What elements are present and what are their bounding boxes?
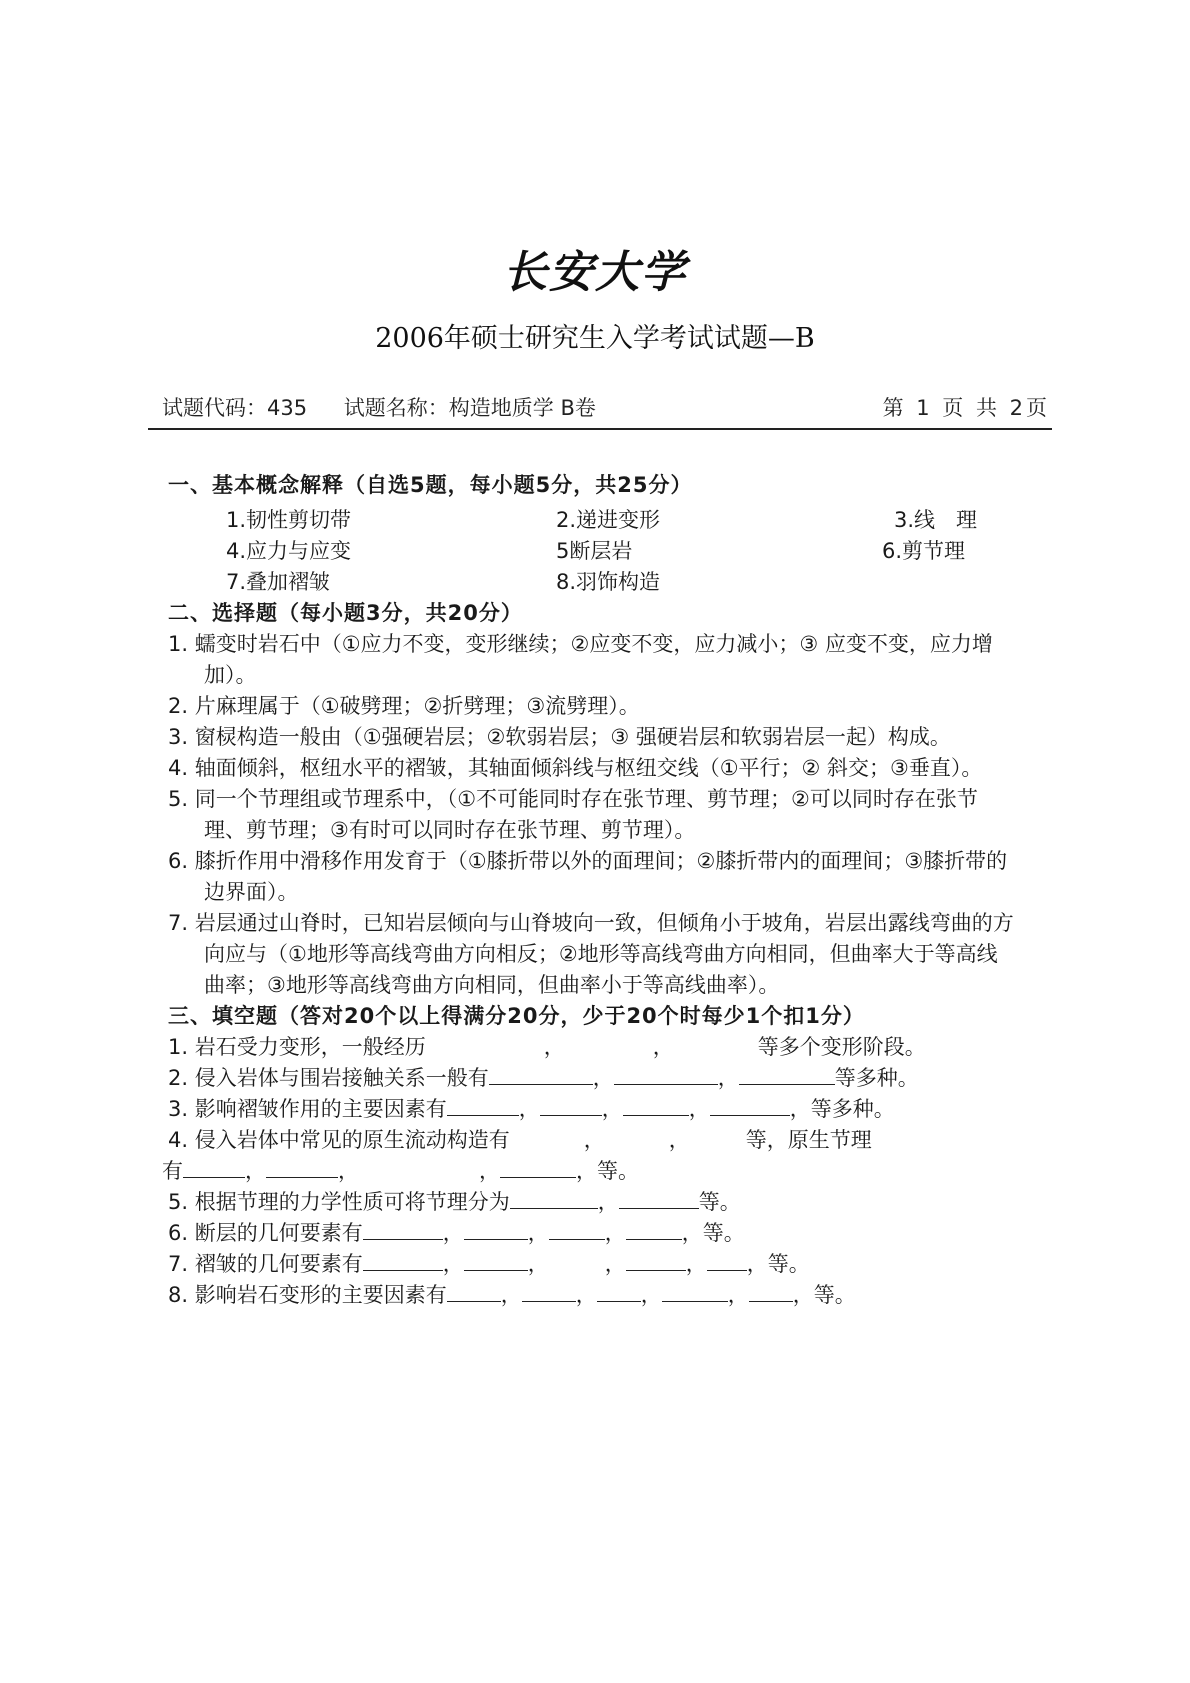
answer-blank[interactable] [464,1250,528,1271]
answer-blank[interactable] [623,1095,689,1116]
answer-blank[interactable] [489,1064,593,1085]
concept-item: 5断层岩 [556,539,633,563]
fill-question-3: 3. 影响褶皱作用的主要因素有 ， ， ， ，等多种。 [168,1097,895,1121]
exam-body [162,470,1018,1311]
answer-blank[interactable] [363,1250,443,1271]
answer-blank[interactable] [626,1250,686,1271]
concept-item: 8.羽饰构造 [556,570,661,594]
answer-blank[interactable] [183,1157,245,1178]
fill-question-8: 8. 影响岩石变形的主要因素有 ， ， ， ， ，等。 [168,1283,856,1307]
fill-question-6: 6. 断层的几何要素有 ， ， ， ，等。 [168,1221,745,1245]
section-2-heading: 二、选择题（每小题3分，共20分） [168,601,523,625]
choice-question: 5. 同一个节理组或节理系中，（①不可能同时存在张节理、剪节理；②可以同时存在张节理、剪节理；③有时可以同时存在张节理、剪节理）。 [168,787,978,842]
answer-blank[interactable] [447,1095,519,1116]
concept-list [168,505,1018,598]
answer-blank[interactable] [626,1219,682,1240]
answer-blank[interactable] [522,1281,576,1302]
fill-question-4: 4. 侵入岩体中常见的原生流动构造有 ， ， 等，原生节理 [168,1128,872,1152]
answer-blank[interactable] [500,1157,576,1178]
choice-question: 1. 蠕变时岩石中（①应力不变，变形继续；②应变不变，应力减小；③ 应变不变，应力增加）。 [168,632,993,687]
concept-item: 6.剪节理 [882,539,966,563]
exam-code: 试题代码：435 [162,396,308,420]
answer-blank[interactable] [597,1281,641,1302]
answer-blank[interactable] [619,1188,699,1209]
answer-blank[interactable] [710,1095,790,1116]
answer-blank[interactable] [363,1219,443,1240]
concept-item: 7.叠加褶皱 [226,570,331,594]
answer-blank[interactable] [749,1281,793,1302]
concept-item: 4.应力与应变 [226,539,352,563]
answer-blank[interactable] [464,1219,528,1240]
choice-question: 7. 岩层通过山脊时，已知岩层倾向与山脊坡向一致，但倾角小于坡角，岩层出露线弯曲的方向应与（①地形等高线弯曲方向相反；②地形等高线弯曲方向相同，但曲率大于等高线曲率；③地形等高线弯曲方向相同，但曲率小于等高线曲率）。 [168,911,1014,997]
exam-title: 2006年硕士研究生入学考试试题—B [375,323,815,354]
header-divider [148,428,1052,430]
fill-question-7: 7. 褶皱的几何要素有 ， ， ， ， ，等。 [168,1252,810,1276]
fill-question-4-line-2: 有 ， ， ， ，等。 [162,1159,639,1183]
page-number: 第 1 页 共 2页 [882,396,1050,420]
answer-blank[interactable] [614,1064,718,1085]
university-logo: 长安大学 [503,247,687,298]
section-3-heading: 三、填空题（答对20个以上得满分20分，少于20个时每少1个扣1分） [168,1004,865,1028]
choice-question: 6. 膝折作用中滑移作用发育于（①膝折带以外的面理间；②膝折带内的面理间；③膝折带的边界面）。 [168,849,1008,904]
concept-item: 1.韧性剪切带 [226,508,352,532]
fill-question-5: 5. 根据节理的力学性质可将节理分为 ， 等。 [168,1190,741,1214]
answer-blank[interactable] [707,1250,747,1271]
answer-blank[interactable] [739,1064,835,1085]
answer-blank[interactable] [447,1281,501,1302]
fill-question-2: 2. 侵入岩体与围岩接触关系一般有 ， ， 等多种。 [168,1066,919,1090]
section-1-heading: 一、基本概念解释（自选5题，每小题5分，共25分） [168,473,693,497]
answer-blank[interactable] [540,1095,602,1116]
concept-item: 3.线 理 [894,508,978,532]
answer-blank[interactable] [662,1281,728,1302]
choice-question: 4. 轴面倾斜，枢纽水平的褶皱，其轴面倾斜线与枢纽交线（①平行；② 斜交；③垂直）。 [168,756,983,780]
exam-name: 试题名称：构造地质学 B卷 [343,396,596,420]
concept-item: 2.递进变形 [556,508,661,532]
answer-blank[interactable] [549,1219,605,1240]
choice-question: 3. 窗棂构造一般由（①强硬岩层；②软弱岩层；③ 强硬岩层和软弱岩层一起）构成。 [168,725,951,749]
exam-info-bar [162,392,1050,422]
choice-question: 2. 片麻理属于（①破劈理；②折劈理；③流劈理）。 [168,694,640,718]
answer-blank[interactable] [510,1188,598,1209]
fill-question-1: 1. 岩石受力变形，一般经历 ， ， 等多个变形阶段。 [168,1035,926,1059]
answer-blank[interactable] [266,1157,338,1178]
